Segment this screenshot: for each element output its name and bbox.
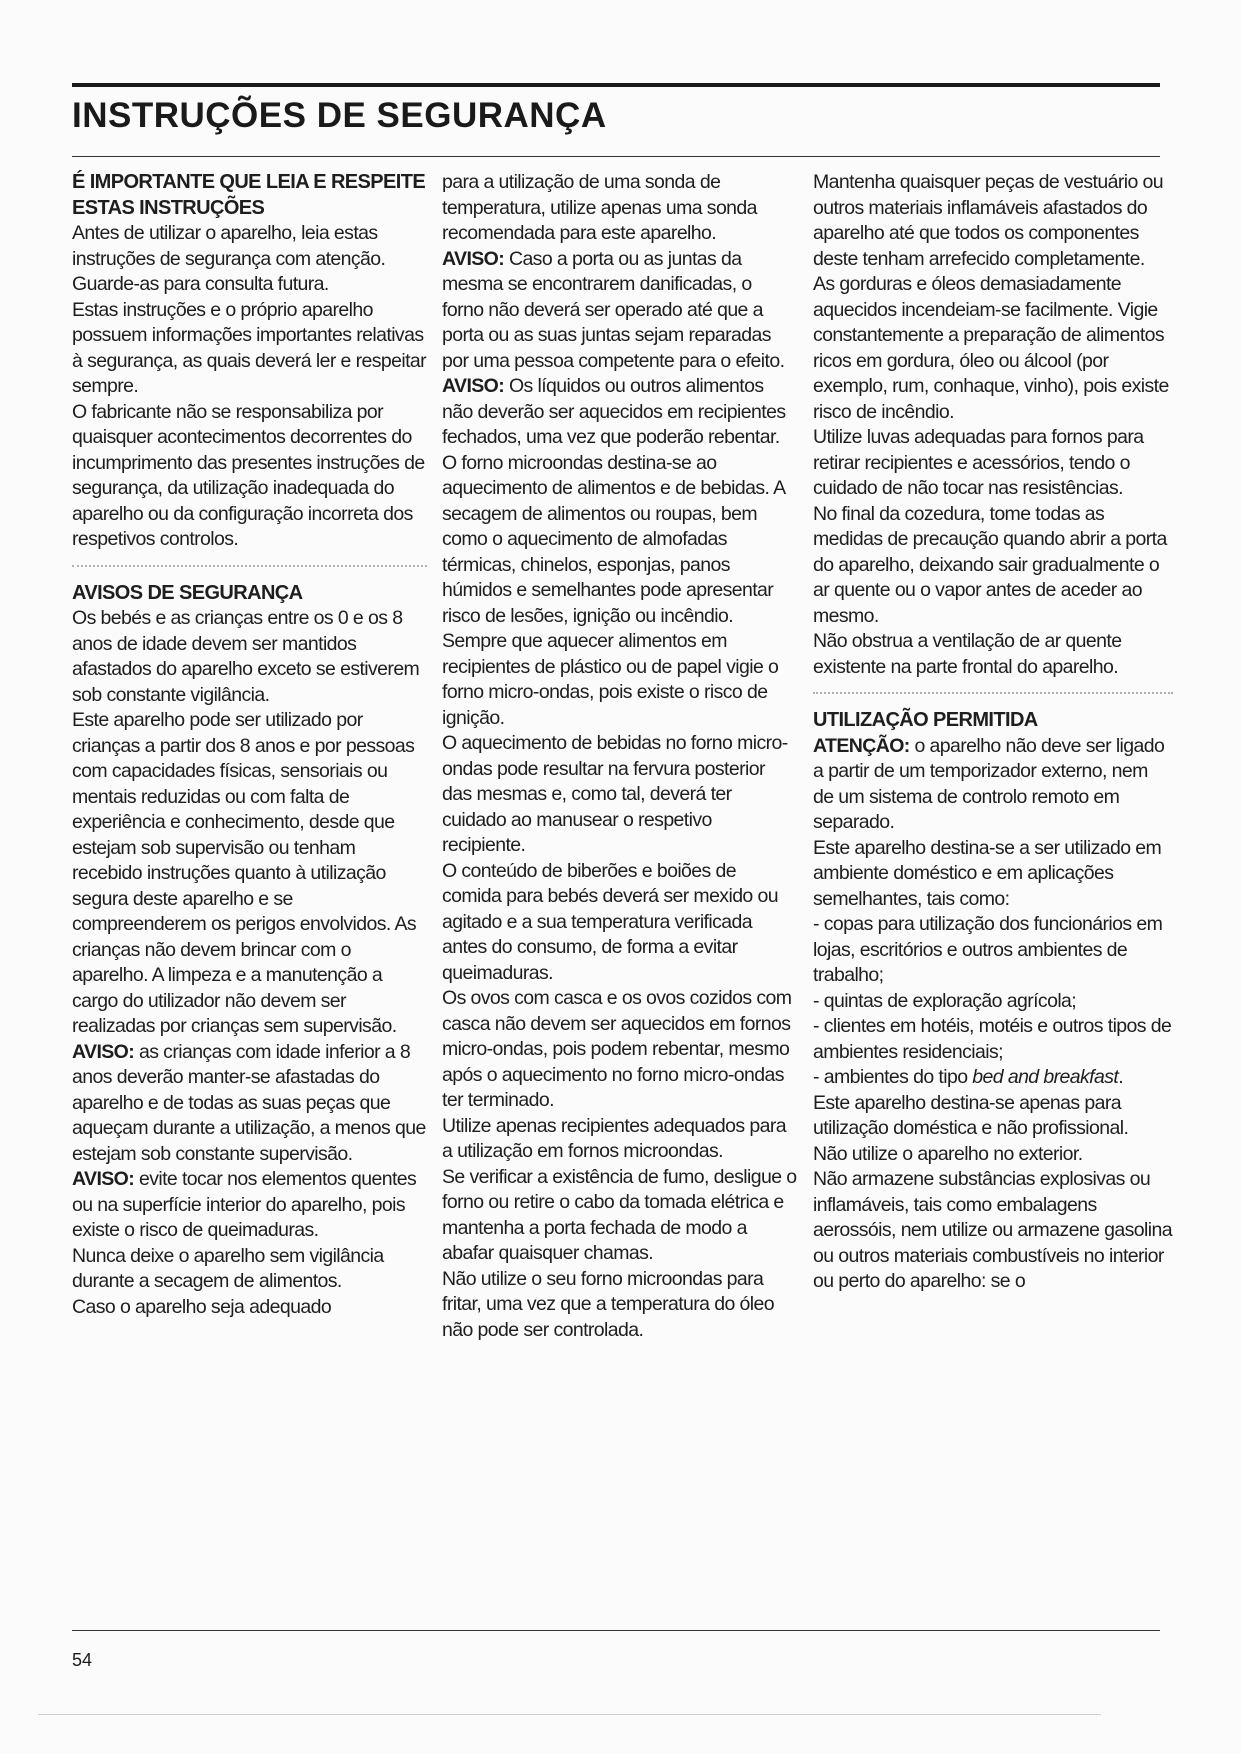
list-item-italic: bed and breakfast bbox=[972, 1066, 1119, 1088]
paragraph: Este aparelho pode ser utilizado por crianças a partir dos 8 anos e por pessoas com capacidades físicas, sensoriais ou mentais reduzidas ou com falta de experiência e conhecimento, desde que estejam sob supervisão ou tenham recebido instruções quanto à utilização segura deste aparelho e se compreenderem os perigos envolvidos. As crianças não devem brincar com o aparelho. A limpeza e a manutenção a cargo do utilizador não devem ser realizadas por crianças sem supervisão. bbox=[72, 709, 417, 1037]
warning-paragraph bbox=[72, 1167, 427, 1244]
paragraph: O forno microondas destina-se ao aquecimento de alimentos e de bebidas. A secagem de alimentos ou roupas, bem como o aquecimento de almofadas térmicas, chinelos, esponjas, panos húmidos e semelhantes pode apresentar risco de lesões, ignição ou incêndio. bbox=[442, 451, 785, 627]
warning-paragraph bbox=[72, 1040, 427, 1168]
warning-label: AVISO: bbox=[72, 1040, 135, 1063]
heading-important-instructions: É IMPORTANTE QUE LEIA E RESPEITE ESTAS INSTRUÇÕES bbox=[72, 171, 426, 219]
paragraph: Não utilize o seu forno microondas para fritar, uma vez que a temperatura do óleo não pode ser controlada. bbox=[442, 1267, 775, 1341]
attention-label: ATENÇÃO: bbox=[813, 734, 910, 757]
warning-paragraph bbox=[442, 247, 797, 375]
paragraph: Os bebés e as crianças entre os 0 e os 8 anos de idade devem ser mantidos afastados do aparelho exceto se estiverem sob constante vigilância. bbox=[72, 607, 420, 706]
paragraph: Mantenha quaisquer peças de vestuário ou outros materiais inflamáveis afastados do aparelho até que todos os componentes deste tenham arrefecido completamente. bbox=[813, 171, 1164, 270]
bottom-rule bbox=[72, 1630, 1160, 1631]
paragraph: O aquecimento de bebidas no forno micro-ondas pode resultar na fervura posterior das mesmas e, como tal, deverá ter cuidado ao manusear o respetivo recipiente. bbox=[442, 732, 788, 856]
page-number: 54 bbox=[72, 1650, 93, 1670]
warning-text: evite tocar nos elementos quentes ou na superfície interior do aparelho, pois existe o risco de queimaduras. bbox=[72, 1168, 417, 1241]
warning-paragraph bbox=[442, 374, 797, 451]
top-rule bbox=[72, 83, 1160, 87]
paragraph: Os ovos com casca e os ovos cozidos com casca não devem ser aquecidos em fornos micro-ondas, pois podem rebentar, mesmo após o aquecimento no forno micro-ondas ter terminado. bbox=[442, 987, 792, 1111]
attention-paragraph bbox=[813, 734, 1173, 836]
warning-text: as crianças com idade inferior a 8 anos deverão manter-se afastadas do aparelho e de todas as suas peças que aqueçam durante a utilização, a menos que estejam sob constante supervisão. bbox=[72, 1040, 426, 1165]
page-title: INSTRUÇÕES DE SEGURANÇA bbox=[72, 96, 607, 135]
paragraph: Caso o aparelho seja adequado bbox=[72, 1295, 332, 1318]
list-item-suffix: . bbox=[1118, 1066, 1124, 1088]
list-item: - clientes em hotéis, motéis e outros tipos de ambientes residenciais; bbox=[813, 1015, 1172, 1063]
dotted-separator bbox=[813, 692, 1173, 694]
list-item-prefix: - ambientes do tipo bbox=[813, 1066, 973, 1088]
paragraph: Não utilize o aparelho no exterior. bbox=[813, 1142, 1083, 1165]
column-3 bbox=[813, 170, 1173, 1610]
warning-label: AVISO: bbox=[72, 1168, 135, 1190]
title-rule bbox=[72, 156, 1160, 157]
paragraph: Antes de utilizar o aparelho, leia estas instruções de segurança com atenção. bbox=[72, 222, 386, 270]
paragraph: Não armazene substâncias explosivas ou inflamáveis, tais como embalagens aerossóis, nem utilize ou armazene gasolina ou outros materiais combustíveis no interior ou perto do aparelho: se o bbox=[813, 1168, 1172, 1292]
paragraph: Este aparelho destina-se a ser utilizado em ambiente doméstico e em aplicações semelhantes, tais como: bbox=[813, 836, 1162, 910]
paragraph: O conteúdo de biberões e boiões de comida para bebés deverá ser mexido ou agitado e a sua temperatura verificada antes do consumo, de forma a evitar queimaduras. bbox=[442, 859, 778, 984]
paragraph: Não obstrua a ventilação de ar quente existente na parte frontal do aparelho. bbox=[813, 630, 1122, 678]
paragraph: Se verificar a existência de fumo, desligue o forno ou retire o cabo da tomada elétrica e mantenha a porta fechada de modo a abafar quaisquer chamas. bbox=[442, 1165, 797, 1264]
paragraph: As gorduras e óleos demasiadamente aquecidos incendeiam-se facilmente. Vigie constantemente a preparação de alimentos ricos em gordura, óleo ou álcool (por exemplo, rum, conhaque, vinho), pois existe risco de incêndio. bbox=[813, 273, 1169, 423]
paragraph: Guarde-as para consulta futura. bbox=[72, 273, 329, 295]
paragraph: Sempre que aquecer alimentos em recipientes de plástico ou de papel vigie o forno micro-ondas, pois existe o risco de ignição. bbox=[442, 630, 779, 729]
paragraph: Estas instruções e o próprio aparelho possuem informações importantes relativas à segurança, as quais deverá ler e respeitar sempre. bbox=[72, 298, 427, 397]
list-item bbox=[813, 1065, 1173, 1091]
heading-permitted-use: UTILIZAÇÃO PERMITIDA bbox=[813, 709, 1038, 731]
warning-text: Os líquidos ou outros alimentos não deverão ser aquecidos em recipientes fechados, uma vez que poderão rebentar. bbox=[442, 375, 786, 448]
scan-edge-line bbox=[38, 1714, 1101, 1715]
warning-label: AVISO: bbox=[442, 375, 505, 397]
paragraph: para a utilização de uma sonda de temperatura, utilize apenas uma sonda recomendada para este aparelho. bbox=[442, 171, 757, 244]
paragraph: Utilize luvas adequadas para fornos para retirar recipientes e acessórios, tendo o cuidado de não tocar nas resistências. bbox=[813, 426, 1144, 499]
list-item: - quintas de exploração agrícola; bbox=[813, 989, 1077, 1012]
paragraph: Utilize apenas recipientes adequados para a utilização em fornos microondas. bbox=[442, 1114, 786, 1162]
heading-safety-warnings: AVISOS DE SEGURANÇA bbox=[72, 581, 303, 604]
attention-text: o aparelho não deve ser ligado a partir de um temporizador externo, nem de um sistema de controlo remoto em separado. bbox=[813, 734, 1165, 833]
paragraph: No final da cozedura, tome todas as medidas de precaução quando abrir a porta do aparelho, deixando sair gradualmente o ar quente ou o vapor antes de aceder ao mesmo. bbox=[813, 502, 1167, 627]
paragraph: O fabricante não se responsabiliza por quaisquer acontecimentos decorrentes do incumprimento das presentes instruções de segurança, da utilização inadequada do aparelho ou da configuração incorreta dos respetivos controlos. bbox=[72, 400, 425, 550]
column-1 bbox=[72, 170, 427, 1610]
column-2 bbox=[442, 170, 797, 1610]
paragraph: Este aparelho destina-se apenas para utilização doméstica e não profissional. bbox=[813, 1091, 1129, 1139]
paragraph: Nunca deixe o aparelho sem vigilância durante a secagem de alimentos. bbox=[72, 1244, 384, 1292]
warning-text: Caso a porta ou as juntas da mesma se encontrarem danificadas, o forno não deverá ser operado até que a porta ou as suas juntas sejam reparadas por uma pessoa competente para o efeito. bbox=[442, 247, 785, 372]
list-item: - copas para utilização dos funcionários em lojas, escritórios e outros ambientes de trabalho; bbox=[813, 913, 1163, 986]
warning-label: AVISO: bbox=[442, 247, 505, 270]
dotted-separator bbox=[72, 565, 427, 567]
